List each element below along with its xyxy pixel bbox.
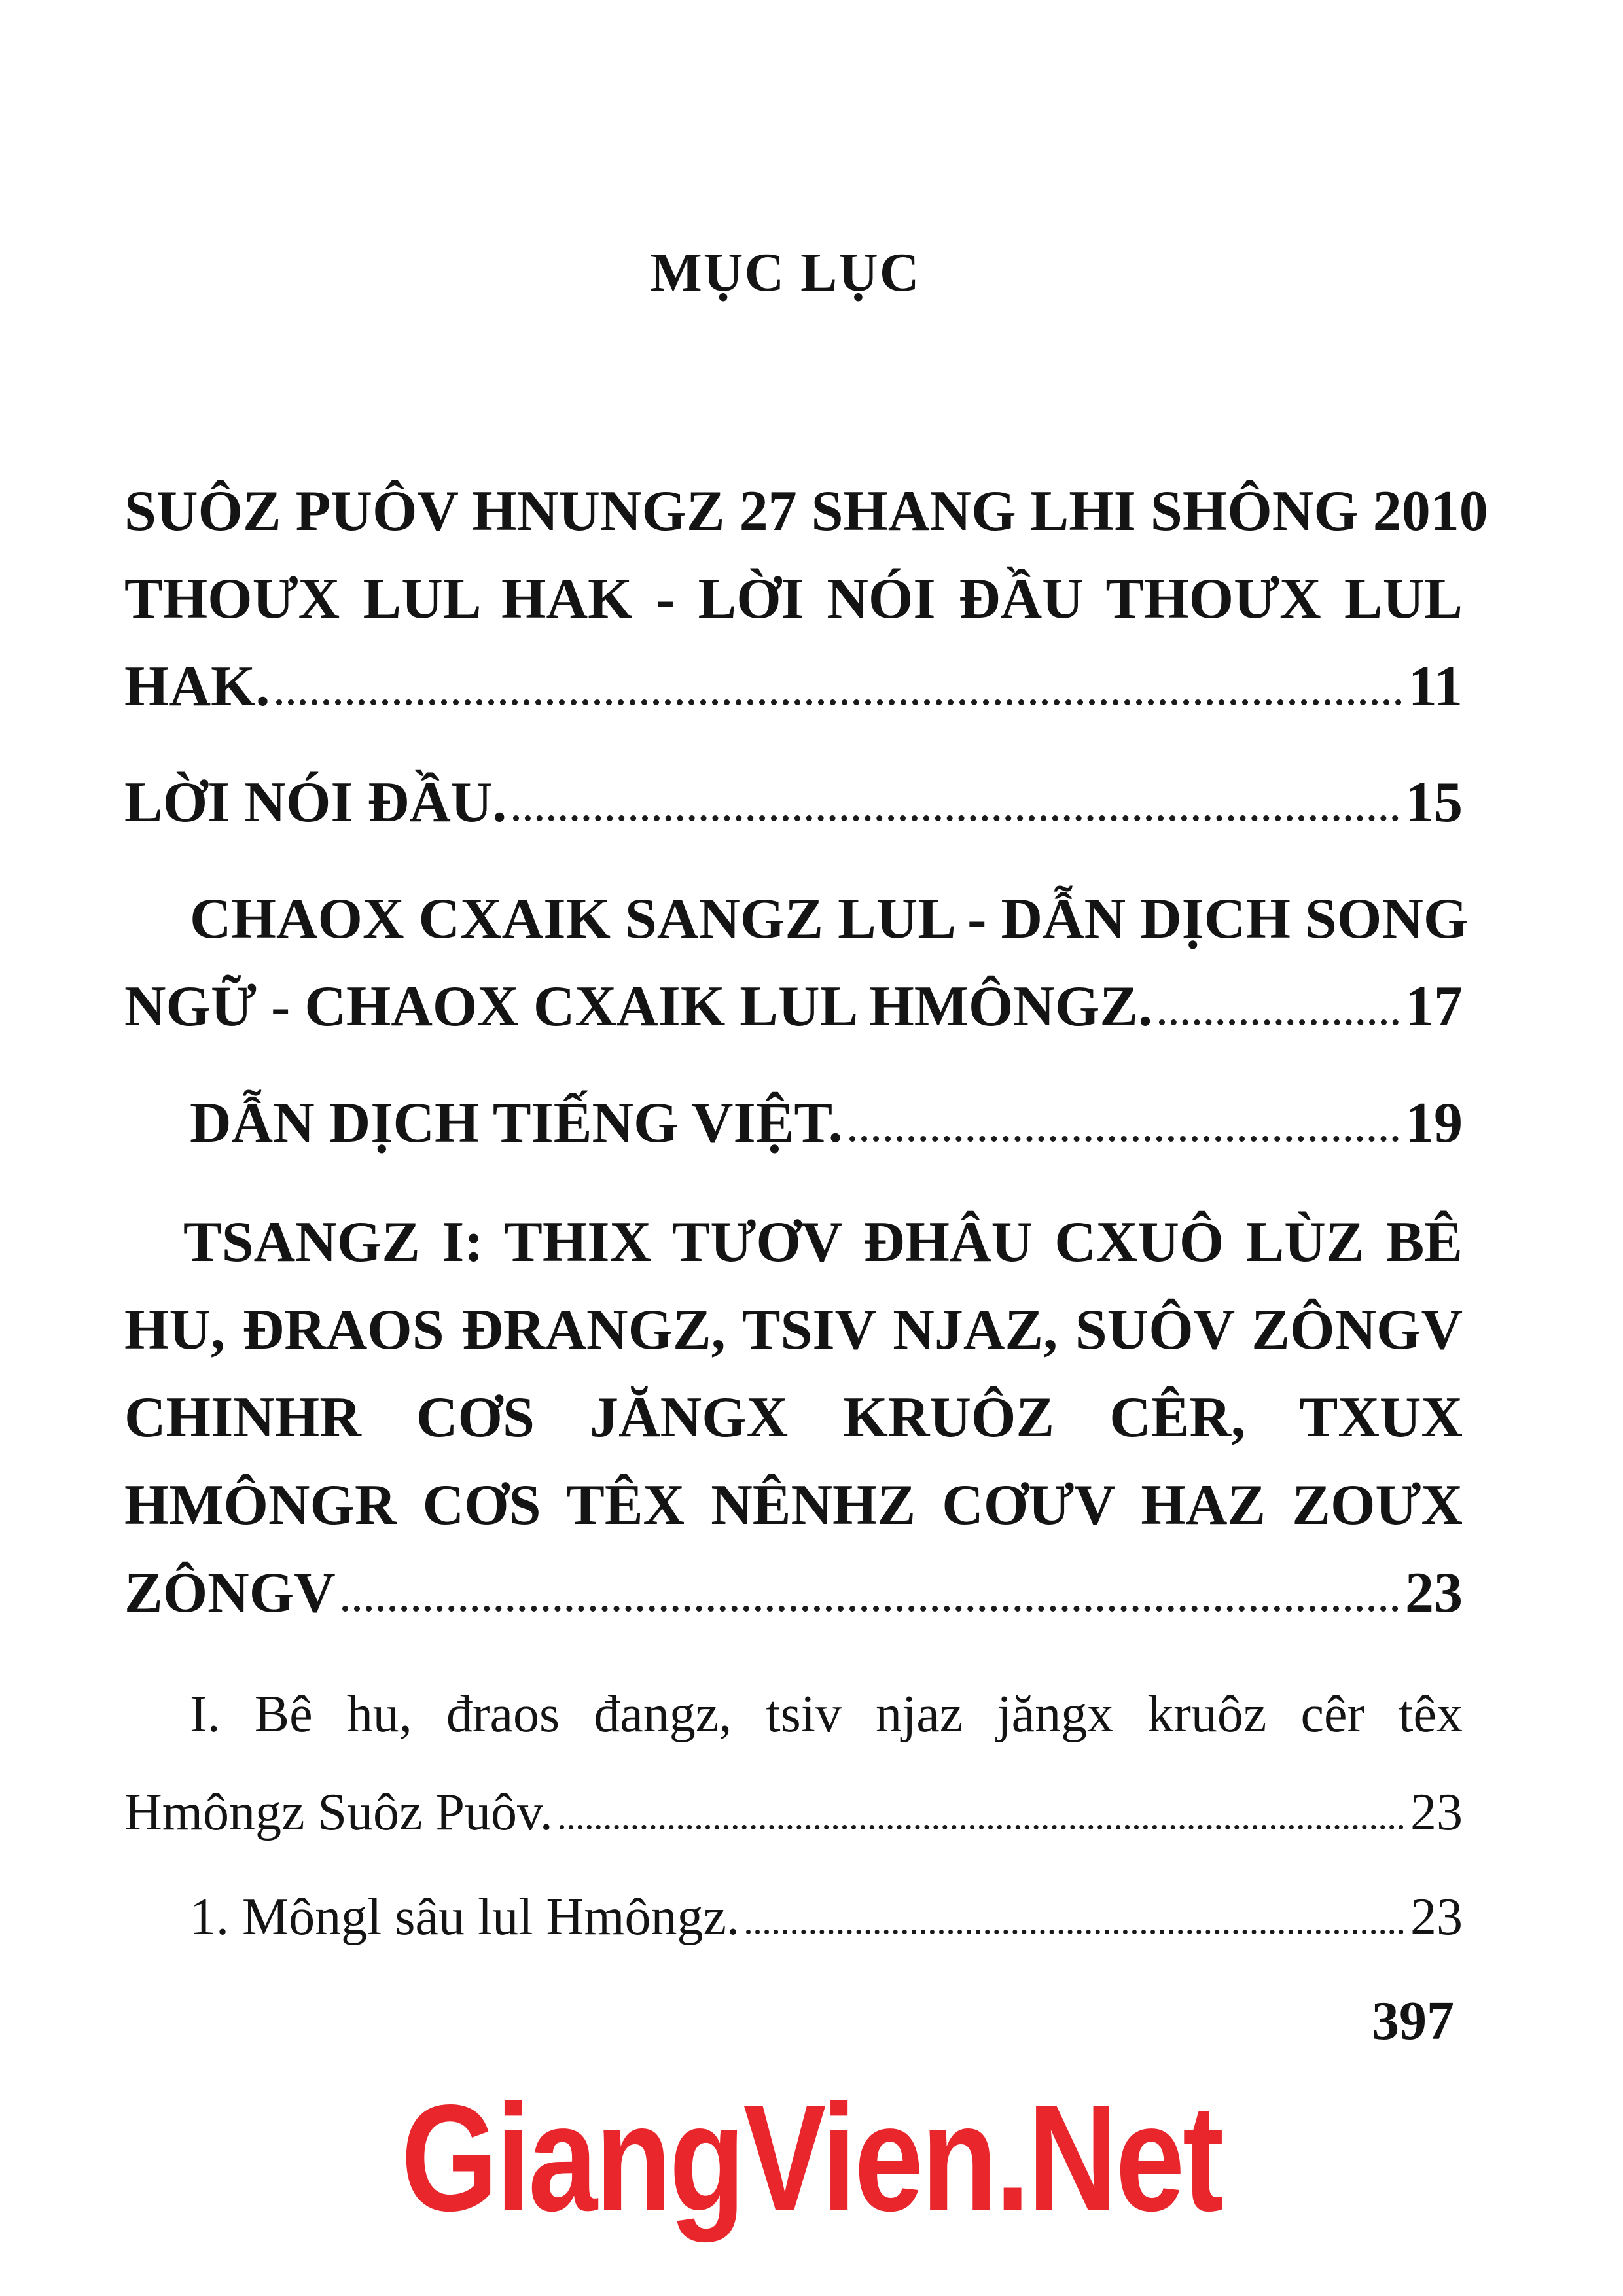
toc-entry-leader	[124, 1868, 1463, 1966]
toc-entry-leader	[124, 1549, 1463, 1637]
toc-entry-title: HAK.	[124, 655, 270, 718]
toc-entry-title: ZÔNGV	[124, 1561, 336, 1625]
toc-entry[interactable]	[124, 875, 1469, 1051]
toc-entry-title: 1. Môngl sâu lul Hmôngz.	[190, 1888, 740, 1946]
toc-entry-leader	[124, 643, 1463, 731]
toc-entry-line: SUÔZ PUÔV HNUNGZ 27 SHANG LHI SHÔNG 2010	[124, 480, 1488, 543]
dot-leader	[560, 1825, 1404, 1829]
toc-entry-line: HU, ĐRAOS ĐRANGZ, TSIV NJAZ, SUÔV ZÔNGV	[124, 1298, 1463, 1362]
toc-entry[interactable]	[124, 759, 1463, 847]
dot-leader	[276, 699, 1401, 705]
toc-entry-line: I. Bê hu, đraos đangz, tsiv njaz jăngx kruôz cêr têx	[190, 1686, 1463, 1743]
toc-entry-leader	[124, 759, 1463, 847]
toc-entry-page: 23	[1410, 1888, 1463, 1946]
toc-entry-title: NGỮ - CHAOX CXAIK LUL HMÔNGZ.	[124, 975, 1152, 1038]
page-number: 397	[1372, 1990, 1454, 2051]
toc-entry[interactable]	[124, 1868, 1463, 1966]
toc-entry-line: CHINHR CƠS JĂNGX KRUÔZ CÊR, TXUX	[124, 1386, 1463, 1449]
toc-entry-page: 19	[1405, 1091, 1463, 1155]
toc-entry[interactable]	[124, 468, 1488, 731]
dot-leader	[342, 1606, 1399, 1612]
toc-entry-page: 11	[1408, 655, 1463, 718]
toc-entry-leader	[124, 1763, 1463, 1862]
toc-entry-leader	[124, 963, 1463, 1051]
dot-leader	[1159, 1019, 1399, 1025]
toc-entry-title: DẪN DỊCH TIẾNG VIỆT.	[190, 1091, 843, 1155]
dot-leader	[746, 1930, 1404, 1934]
toc-entry[interactable]	[124, 1199, 1463, 1637]
toc-entry-line: HMÔNGR CƠS TÊX NÊNHZ CƠƯV HAZ ZOƯX	[124, 1474, 1463, 1537]
watermark-logo: GiangVien.Net	[401, 2074, 1222, 2243]
toc-entry[interactable]	[124, 1665, 1463, 1862]
toc-entry-line: CHAOX CXAIK SANGZ LUL - DẪN DỊCH SONG	[190, 887, 1469, 951]
toc-entry-page: 15	[1405, 771, 1463, 834]
toc-entry-page: 23	[1410, 1784, 1463, 1841]
toc-entry-title: Hmôngz Suôz Puôv.	[124, 1784, 553, 1841]
toc-entry-line: THOƯX LUL HAK - LỜI NÓI ĐẦU THOƯX LUL	[124, 567, 1463, 631]
toc-entry-page: 17	[1405, 975, 1463, 1038]
toc-entry[interactable]	[124, 1080, 1463, 1167]
dot-leader	[849, 1136, 1399, 1142]
toc-entry-title: LỜI NÓI ĐẦU.	[124, 771, 507, 834]
page-title: MỤC LỤC	[650, 242, 921, 303]
toc-entry-line: TSANGZ I: THIX TƯƠV ĐHÂU CXUÔ LÙZ BÊ	[183, 1210, 1463, 1274]
dot-leader	[513, 815, 1399, 821]
toc-entry-leader	[124, 1080, 1463, 1167]
toc-entry-page: 23	[1405, 1561, 1463, 1625]
